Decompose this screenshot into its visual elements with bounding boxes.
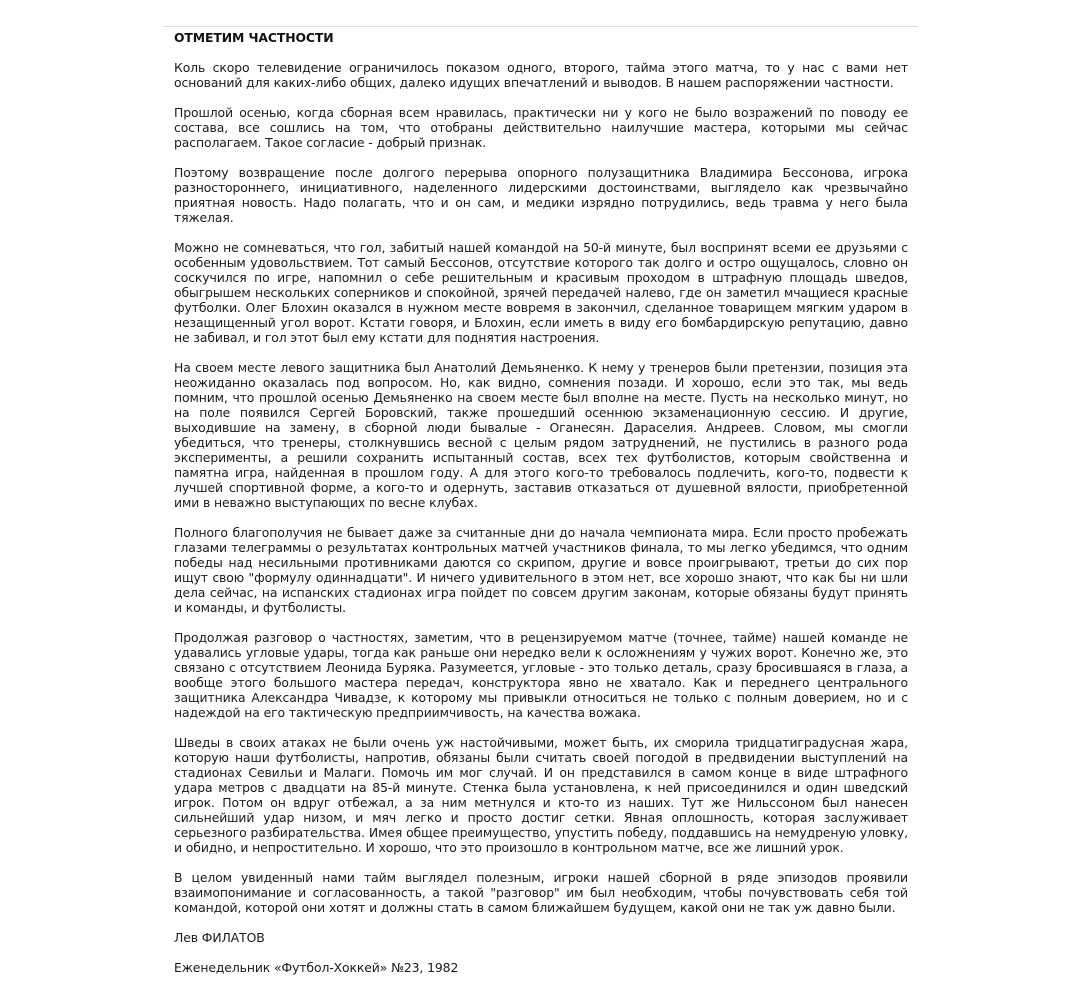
article-paragraph: Можно не сомневаться, что гол, забитый нашей командой на 50-й минуте, был воспринят всеми ее друзьями с особенным удовольствием. Тот самый Бессонов, отсутствие которого так долго и остро ощущалось, словно он соскучился по игре, напомнил о себе решительным и красивым проходом в штрафную площадь шведов, обыгрышем нескольких соперников и спокойной, зрячей передачей налево, где он заметил мчащиеся красные футболки. Олег Блохин оказался в нужном месте вовремя в закончил, сделанное товарищем мягким ударом в незащищенный угол ворот. Кстати говоря, и Блохин, если иметь в виду его бомбардирскую репутацию, давно не забивал, и гол этот был ему кстати для поднятия настроения. — [174, 240, 908, 345]
article-title: ОТМЕТИМ ЧАСТНОСТИ — [174, 30, 334, 45]
article-paragraph: Продолжая разговор о частностях, заметим, что в рецензируемом матче (точнее, тайме) нашей команде не удавались угловые удары, тогда как раньше они нередко вели к осложнениям у чужих ворот. Конечно же, это связано с отсутствием Леонида Буряка. Разумеется, угловые - это только деталь, сразу бросившаяся в глаза, а вообще этого большого мастера передач, конструктора явно не хватало. Как и переднего центрального защитника Александра Чивадзе, к которому мы привыкли относиться не только с полным доверием, но и с надеждой на его тактическую предприимчивость, на качества вожака. — [174, 630, 908, 720]
article-paragraph: Полного благополучия не бывает даже за считанные дни до начала чемпионата мира. Если просто пробежать глазами телеграммы о результатах контрольных матчей участников финала, то мы легко убедимся, что одним победы над несильными противниками даются со скрипом, другие и вовсе проигрывают, третьи до сих пор ищут свою "формулу одиннадцати". И ничего удивительного в этом нет, все хорошо знают, что как бы ни шли дела сейчас, на испанских стадионах игра пойдет по совсем другим законам, которые обязаны будут принять и команды, и футболисты. — [174, 525, 908, 615]
article-source: Еженедельник «Футбол-Хоккей» №23, 1982 — [174, 960, 459, 975]
article-paragraph: Шведы в своих атаках не были очень уж настойчивыми, может быть, их сморила тридцатиградусная жара, которую наши футболисты, напротив, обязаны были считать своей погодой в предвидении выступлений на стадионах Севильи и Малаги. Помочь им мог случай. И он представился в самом конце в виде штрафного удара метров с двадцати на 85-й минуте. Стенка была установлена, к ней присоединился и один шведский игрок. Потом он вдруг отбежал, а за ним метнулся и кто-то из наших. Тут же Нильссоном был нанесен сильнейший удар низом, и мяч легко и просто достиг сетки. Явная оплошность, которая заслуживает серьезного разбирательства. Имея общее преимущество, упустить победу, поддавшись на немудреную уловку, и обидно, и непростительно. И хорошо, что это произошло в контрольном матче, все же лишний урок. — [174, 735, 908, 855]
article-author: Лев ФИЛАТОВ — [174, 930, 265, 945]
article-paragraph: На своем месте левого защитника был Анатолий Демьяненко. К нему у тренеров были претензии, позиция эта неожиданно оказалась под вопросом. Но, как видно, сомнения позади. И хорошо, если это так, мы ведь помним, что прошлой осенью Демьяненко на своем месте был вполне на месте. Пусть на несколько минут, но на поле появился Сергей Боровский, также прошедший осеннюю экзаменационную сессию. И другие, выходившие на замену, в сборной люди бывалые - Оганесян. Дараселия. Андреев. Словом, мы смогли убедиться, что тренеры, столкнувшись весной с целым рядом затруднений, не пустились в разного рода эксперименты, а решили сохранить испытанный состав, всех тех футболистов, которым свойственна и памятна игра, найденная в прошлом году. А для этого кого-то требовалось подлечить, кого-то, подвести к лучшей спортивной форме, а кого-то и одернуть, заставив отказаться от душевной вялости, приобретенной ими в неважно выступающих по весне клубах. — [174, 360, 908, 510]
article-content — [163, 27, 918, 975]
article-paragraph: Коль скоро телевидение ограничилось показом одного, второго, тайма этого матча, то у нас с вами нет оснований для каких-либо общих, далеко идущих впечатлений и выводов. В нашем распоряжении частности. — [174, 60, 908, 90]
article-paragraph: В целом увиденный нами тайм выглядел полезным, игроки нашей сборной в ряде эпизодов проявили взаимопонимание и согласованность, а такой "разговор" им был необходим, чтобы почувствовать себя той командой, которой они хотят и должны стать в самом ближайшем будущем, какой они не так уж давно были. — [174, 870, 908, 915]
article-container — [163, 26, 918, 990]
article-paragraph: Прошлой осенью, когда сборная всем нравилась, практически ни у кого не было возражений по поводу ее состава, все сошлись на том, что отобраны действительно наилучшие мастера, которыми мы сейчас располагаем. Такое согласие - добрый признак. — [174, 105, 908, 150]
article-paragraph: Поэтому возвращение после долгого перерыва опорного полузащитника Владимира Бессонова, игрока разностороннего, инициативного, наделенного лидерскими достоинствами, выглядело как чрезвычайно приятная новость. Надо полагать, что и он сам, и медики изрядно потрудились, ведь травма у него была тяжелая. — [174, 165, 908, 225]
